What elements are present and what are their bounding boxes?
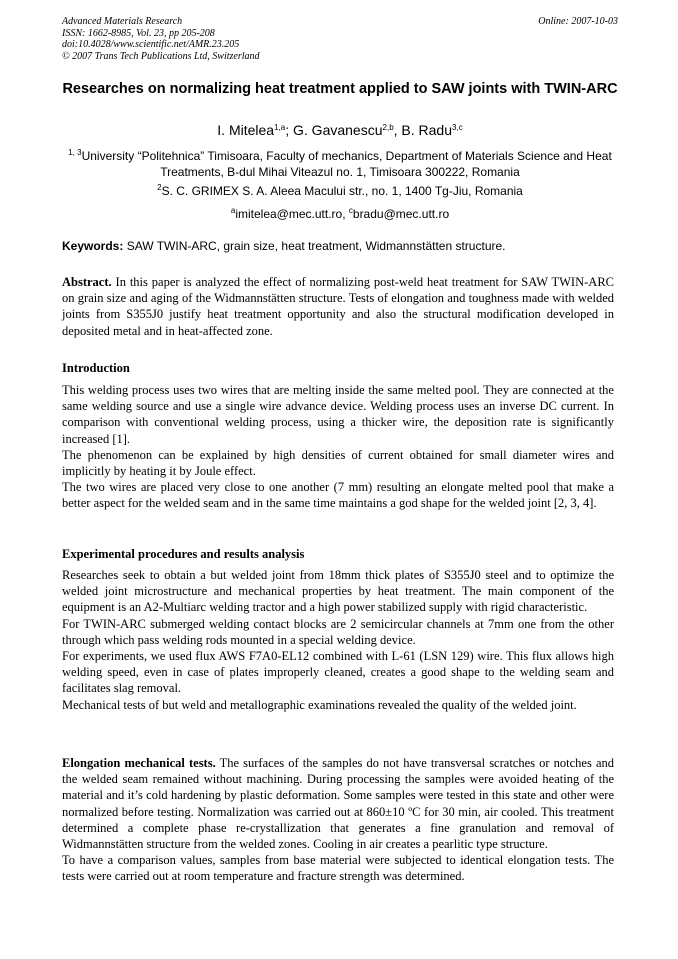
issn-line: ISSN: 1662-8985, Vol. 23, pp 205-208 [62, 27, 215, 39]
author-sup: 2,b [382, 123, 394, 132]
introduction-body [62, 382, 614, 512]
paragraph: To have a comparison values, samples from base material were subjected to identical elongation tests. The tests were carried out at room temperature and fracture strength was determined. [62, 853, 614, 884]
copyright-line: © 2007 Trans Tech Publications Ltd, Switzerland [62, 50, 260, 62]
author-name: G. Gavanescu [293, 122, 383, 138]
abstract-text: In this paper is analyzed the effect of normalizing post-weld heat treatment for SAW TWIN-ARC on grain size and aging of the Widmannstätten structure. Tests of elongation and toughness made with welded joints from S355J0 justify heat treatment opportunity and also the structural modification developed in deposited metal and in heat-affected zone. [62, 275, 614, 338]
author-sup: 3,c [452, 123, 463, 132]
keywords-label: Keywords: [62, 239, 124, 253]
keywords-text: SAW TWIN-ARC, grain size, heat treatment, Widmannstätten structure. [126, 239, 506, 253]
online-date: Online: 2007-10-03 [538, 16, 618, 27]
author-name: I. Mitelea [217, 122, 275, 138]
paper-title: Researches on normalizing heat treatment applied to SAW joints with TWIN-ARC [62, 81, 618, 97]
affiliation-2 [62, 184, 618, 200]
paragraph: Mechanical tests of but weld and metallographic examinations revealed the quality of the welded joint. [62, 697, 577, 712]
section-heading-experimental: Experimental procedures and results analysis [62, 547, 305, 561]
doi-line: doi:10.4028/www.scientific.net/AMR.23.205 [62, 39, 240, 50]
elongation-tests [62, 755, 614, 885]
affiliation-2-text: S. C. GRIMEX S. A. Aleea Macului str., no. 1, 1400 Tg-Jiu, Romania [161, 184, 523, 198]
abstract-label: Abstract. [62, 275, 112, 289]
author-emails: $^a$imitelea@mec.utt.ro, $^c$bradu@mec.utt.ro [230, 206, 450, 221]
paragraph: This welding process uses two wires that are melting inside the same melted pool. They are connected at the same welding source and use a single wire advance device. Welding process uses an inverse DC current. In comparison with conventional welding process, using a thicker wire, the deposition rate is significantly increased [1]. [62, 383, 614, 446]
paragraph: Researches seek to obtain a but welded joint from 18mm thick plates of S355J0 steel and to optimize the welded joint microstructure and mechanical properties by heat treatment. The main component of the equipment is an A2-Multiarc welding tractor and a high power stabilized supply with rigid characteristic. [62, 568, 614, 615]
email-a: imitelea@mec.utt.ro [235, 207, 343, 221]
section-heading-introduction: Introduction [62, 361, 130, 375]
paragraph: For experiments, we used flux AWS F7A0-EL12 combined with L-61 (LSN 129) wire. This flux allows high welding speed, even in case of plates improperly cleaned, creates a good shape to the welding seam and facilitates slag removal. [62, 649, 614, 696]
keywords [62, 239, 618, 254]
journal-header [62, 16, 618, 62]
paragraph [62, 755, 614, 852]
journal-name: Advanced Materials Research [62, 16, 183, 27]
experimental-body [62, 567, 614, 713]
email-c: bradu@mec.utt.ro [352, 207, 450, 221]
paragraph: For TWIN-ARC submerged welding contact blocks are 2 semicircular channels at 7mm one from the other through which pass welding rods mounted in a special welding device. [62, 616, 614, 647]
paragraph: The phenomenon can be explained by high densities of current obtained for small diameter wires and implicitly by heating it by Joule effect. [62, 447, 614, 479]
author-name: B. Radu [401, 122, 453, 138]
author-list: I. Mitelea$^{1,a}$; G. Gavanescu$^{2,b}$, B. Radu$^{3,c}$ [217, 122, 463, 138]
email-c-sup: c [348, 206, 353, 215]
abstract [62, 274, 614, 339]
email-a-sup: a [230, 206, 236, 215]
paragraph: The two wires are placed very close to one another (7 mm) resulting an elongate melted pool that make a better aspect for the welded seam and in the same time maintains a god shape for the welded joint [2, 3, 4]. [62, 480, 614, 511]
elongation-text: The surfaces of the samples do not have transversal scratches or notches and the welded seam remained without machining. During processing the samples were avoided heating of the material and it’s cold hardening by plastic deformation. Some samples were tested in this state and other were normalized before testing. Normalization was carried out at 860±10 ºC for 30 min, air cooled. This treatment determined a complete phase re-crystallization that generates a fine granulation and removal of Widmannstätten structure from the welded zones. Cooling in air creates a pearlitic type structure. [62, 756, 614, 852]
affiliation-1 [62, 149, 618, 180]
affiliation-2-sup: 2 [157, 183, 162, 192]
author-sup: 1,a [274, 123, 286, 132]
affiliation-1-text: University “Politehnica” Timisoara, Faculty of mechanics, Department of Materials Science and Heat Treatments, B-dul Mihai Viteazul no. 1, Timisoara 300222, Romania [81, 149, 612, 179]
affiliation-1-sup: 1, 3 [68, 148, 82, 157]
elongation-label: Elongation mechanical tests. [62, 756, 216, 770]
